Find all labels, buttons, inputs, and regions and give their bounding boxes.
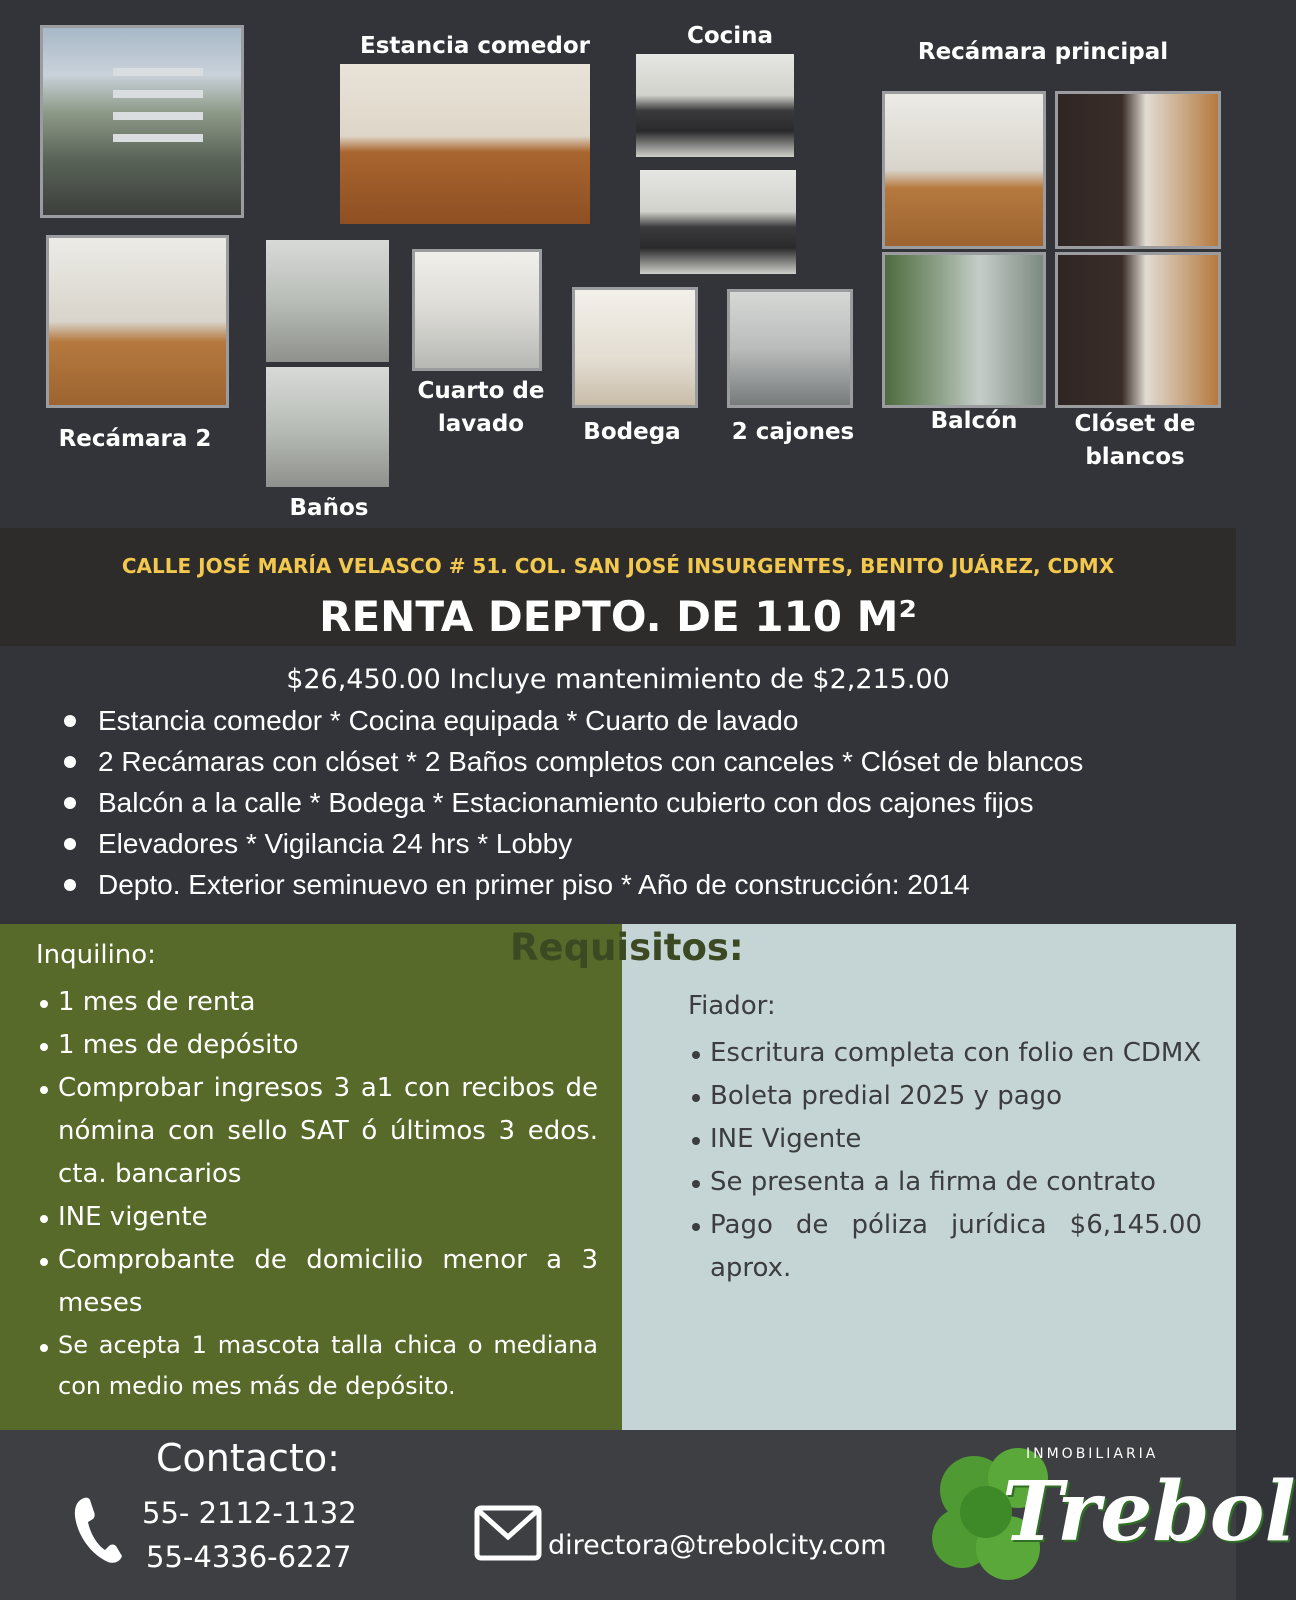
list-item: Se acepta 1 mascota talla chica o mediana con medio mes más de depósito.	[36, 1325, 598, 1407]
bullet-icon	[40, 1043, 48, 1051]
building-photo	[40, 25, 244, 218]
features-list	[60, 700, 1220, 905]
bedroom-2-photo	[46, 235, 229, 408]
feature-item: Elevadores * Vigilancia 24 hrs * Lobby	[60, 823, 1220, 864]
balcony-photo	[882, 252, 1046, 408]
kitchen-photo-1	[636, 54, 794, 157]
contact-email[interactable]: directora@trebolcity.com	[548, 1530, 887, 1561]
bullet-icon	[64, 838, 76, 850]
phone-icon	[70, 1494, 126, 1566]
bullet-icon	[692, 1051, 700, 1059]
envelope-icon	[474, 1505, 542, 1561]
list-item: Comprobar ingresos 3 a1 con recibos de nómina con sello SAT ó últimos 3 edos. cta. bancarios	[36, 1067, 598, 1196]
kitchen-photo-2	[640, 170, 796, 274]
phone-number-2[interactable]: 55-4336-6227	[146, 1540, 352, 1574]
storage-photo	[572, 287, 698, 408]
property-address: CALLE JOSÉ MARÍA VELASCO # 51. COL. SAN JOSÉ INSURGENTES, BENITO JUÁREZ, CDMX	[121, 554, 1115, 578]
list-item: INE Vigente	[688, 1118, 1202, 1161]
bullet-icon	[692, 1137, 700, 1145]
feature-item: 2 Recámaras con clóset * 2 Baños completos con canceles * Clóset de blancos	[60, 741, 1220, 782]
rent-price: $26,450.00 Incluye mantenimiento de $2,215.00	[286, 664, 950, 695]
bullet-icon	[40, 1086, 48, 1094]
phone-number-1[interactable]: 55- 2112-1132	[142, 1496, 357, 1530]
caption-recamara-principal: Recámara principal	[917, 39, 1169, 65]
listing-headline: RENTA DEPTO. DE 110 M²	[319, 592, 917, 641]
feature-item: Depto. Exterior seminuevo en primer piso * Año de construcción: 2014	[60, 864, 1220, 905]
caption-cocina: Cocina	[686, 23, 774, 49]
caption-balcon: Balcón	[930, 408, 1018, 434]
bullet-icon	[64, 879, 76, 891]
laundry-room-photo	[412, 249, 542, 371]
caption-cajones: 2 cajones	[731, 419, 855, 445]
list-item: Se presenta a la firma de contrato	[688, 1161, 1202, 1204]
list-item: INE vigente	[36, 1196, 598, 1239]
linen-closet-photo	[1055, 252, 1221, 408]
list-item: 1 mes de depósito	[36, 1024, 598, 1067]
parking-photo	[727, 289, 853, 408]
bullet-icon	[64, 756, 76, 768]
bullet-icon	[692, 1094, 700, 1102]
master-bedroom-photo-2	[1055, 91, 1221, 249]
bathroom-photo-1	[266, 240, 389, 362]
bullet-icon	[40, 1215, 48, 1223]
master-bedroom-photo-1	[882, 91, 1046, 249]
bullet-icon	[692, 1180, 700, 1188]
list-item: 1 mes de renta	[36, 981, 598, 1024]
guarantor-requirements	[688, 989, 1202, 1290]
guarantor-requirements-list	[688, 1032, 1202, 1290]
list-item: Pago de póliza jurídica $6,145.00 aprox.	[688, 1204, 1202, 1290]
caption-banos: Baños	[289, 495, 369, 521]
feature-item: Balcón a la calle * Bodega * Estacionamiento cubierto con dos cajones fijos	[60, 782, 1220, 823]
bullet-icon	[64, 715, 76, 727]
bathroom-photo-2	[266, 367, 389, 487]
guarantor-label: Fiador:	[688, 991, 776, 1021]
caption-cuarto-lavado: Cuarto de lavado	[417, 378, 545, 437]
caption-closet-blancos: Clóset de blancos	[1074, 411, 1196, 470]
feature-item: Estancia comedor * Cocina equipada * Cuarto de lavado	[60, 700, 1220, 741]
bullet-icon	[64, 797, 76, 809]
caption-recamara-2: Recámara 2	[58, 426, 212, 452]
brand-name: Trebol	[1002, 1464, 1296, 1560]
bullet-icon	[40, 1258, 48, 1266]
bullet-icon	[40, 1000, 48, 1008]
living-dining-photo	[340, 64, 590, 224]
bullet-icon	[40, 1344, 48, 1352]
requirements-title: Requisitos:	[510, 926, 744, 969]
caption-bodega: Bodega	[583, 419, 681, 445]
list-item: Escritura completa con folio en CDMX	[688, 1032, 1202, 1075]
tenant-requirements	[36, 938, 598, 1407]
caption-estancia-comedor: Estancia comedor	[360, 33, 590, 59]
tenant-label: Inquilino:	[36, 940, 156, 970]
list-item: Boleta predial 2025 y pago	[688, 1075, 1202, 1118]
tenant-requirements-list	[36, 981, 598, 1407]
contact-title: Contacto:	[156, 1436, 340, 1480]
list-item: Comprobante de domicilio menor a 3 meses	[36, 1239, 598, 1325]
brand-tagline: INMOBILIARIA	[1026, 1446, 1159, 1462]
bullet-icon	[692, 1223, 700, 1231]
